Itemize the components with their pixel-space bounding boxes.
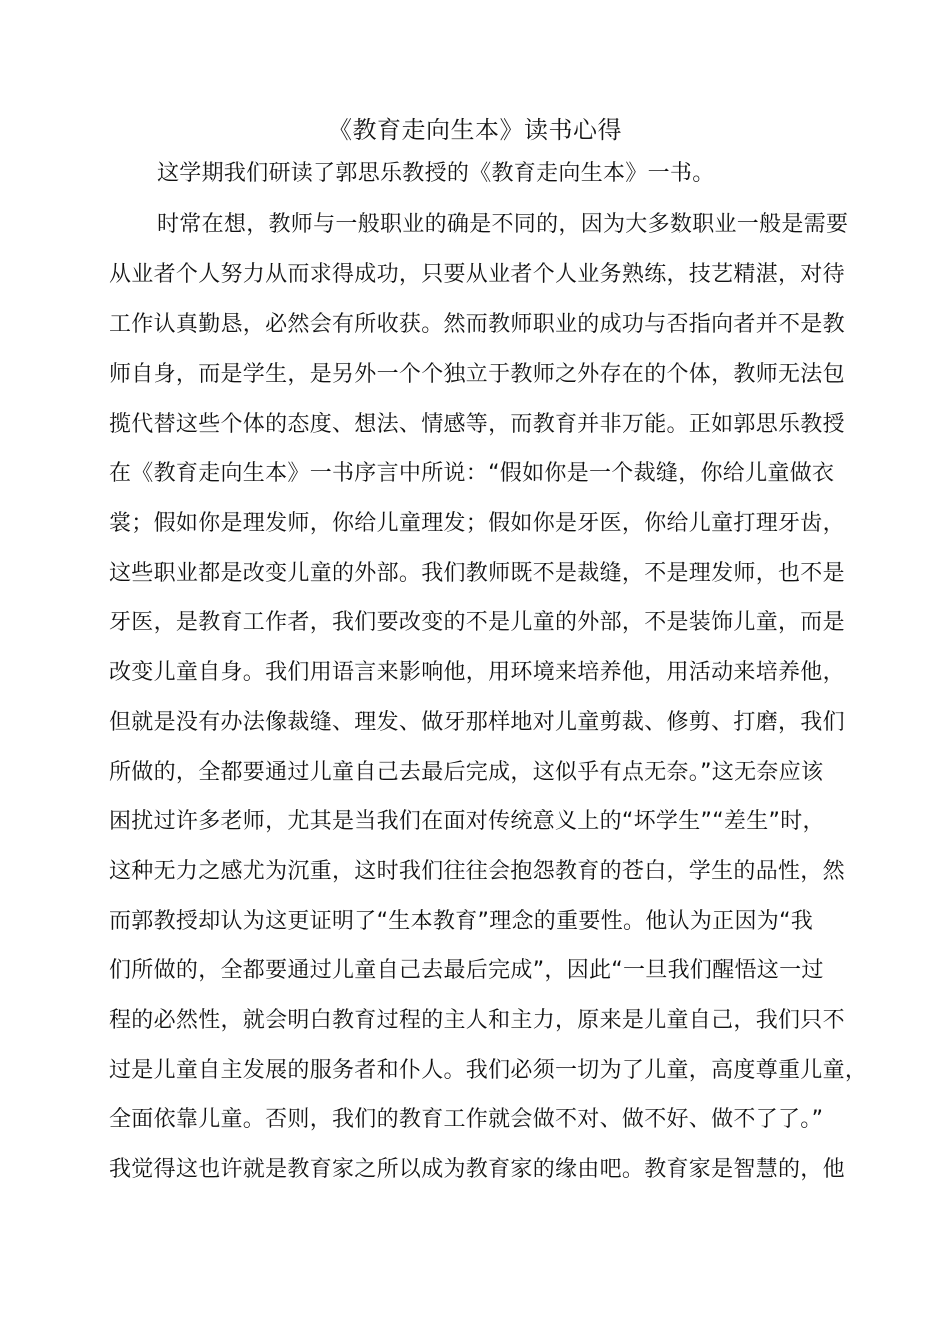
paragraph-line: 程的必然性，就会明白教育过程的主人和主力，原来是儿童自己，我们只不: [109, 1008, 845, 1033]
paragraph-line: 而郭教授却认为这更证明了“生本教育”理念的重要性。他认为正因为“我: [109, 909, 814, 934]
paragraph-line: 牙医，是教育工作者，我们要改变的不是儿童的外部，不是装饰儿童，而是: [109, 610, 845, 635]
paragraph-line: 但就是没有办法像裁缝、理发、做牙那样地对儿童剪裁、修剪、打磨，我们: [109, 710, 845, 735]
paragraph-line: 全面依靠儿童。否则，我们的教育工作就会做不对、做不好、做不了了。”: [109, 1107, 824, 1132]
paragraph-line: 从业者个人努力从而求得成功，只要从业者个人业务熟练，技艺精湛，对待: [109, 262, 845, 287]
paragraph-line: 揽代替这些个体的态度、想法、情感等，而教育并非万能。正如郭思乐教授: [109, 412, 845, 437]
paragraph-line: 这种无力之感尤为沉重，这时我们往往会抱怨教育的苍白，学生的品性，然: [109, 859, 845, 884]
paragraph-line: 师自身，而是学生，是另外一个个独立于教师之外存在的个体，教师无法包: [109, 362, 845, 387]
paragraph-line: 们所做的，全都要通过儿童自己去最后完成”，因此“一旦我们醒悟这一过: [109, 958, 824, 983]
paragraph-line: 所做的，全都要通过儿童自己去最后完成，这似乎有点无奈。”这无奈应该: [109, 760, 824, 785]
paragraph-line: 裳；假如你是理发师，你给儿童理发；假如你是牙医，你给儿童打理牙齿，: [109, 511, 845, 536]
paragraph-line: 过是儿童自主发展的服务者和仆人。我们必须一切为了儿童，高度尊重儿童，: [109, 1058, 868, 1083]
paragraph-line: 时常在想，教师与一般职业的确是不同的，因为大多数职业一般是需要: [157, 212, 849, 237]
paragraph-line: 在《教育走向生本》一书序言中所说：“假如你是一个裁缝，你给儿童做衣: [109, 461, 835, 486]
document-title: 《教育走向生本》读书心得: [328, 116, 622, 144]
paragraph-line: 我觉得这也许就是教育家之所以成为教育家的缘由吧。教育家是智慧的，他: [109, 1157, 845, 1182]
paragraph-line: 改变儿童自身。我们用语言来影响他，用环境来培养他，用活动来培养他，: [109, 660, 845, 685]
paragraph-line: 工作认真勤恳，必然会有所收获。然而教师职业的成功与否指向者并不是教: [109, 312, 845, 337]
paragraph-line: 这些职业都是改变儿童的外部。我们教师既不是裁缝，不是理发师，也不是: [109, 561, 845, 586]
paragraph-line: 困扰过许多老师，尤其是当我们在面对传统意义上的“坏学生”“差生”时，: [109, 809, 825, 834]
paragraph-line: 这学期我们研读了郭思乐教授的《教育走向生本》一书。: [157, 161, 715, 186]
